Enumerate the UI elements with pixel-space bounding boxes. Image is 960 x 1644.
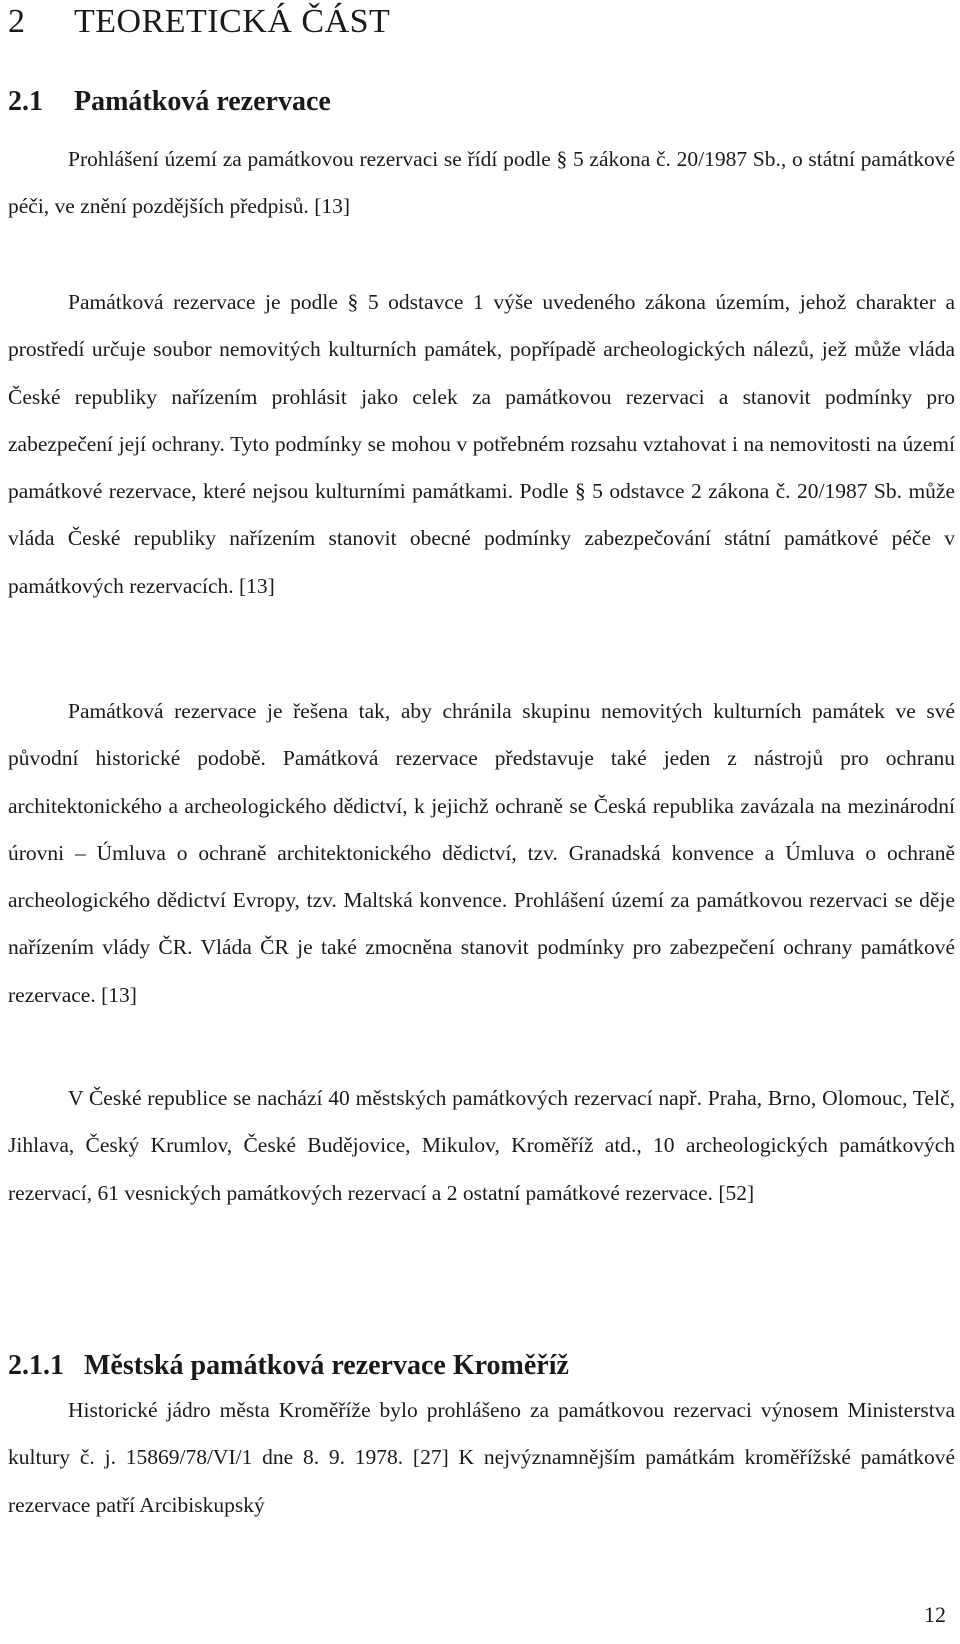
subsection-title: Městská památková rezervace Kroměříž: [84, 1350, 569, 1381]
paragraph-1-text: Prohlášení území za památkovou rezervaci se řídí podle § 5 zákona č. 20/1987 Sb., o státní památkové péči, ve znění pozdějších předpisů. [13]: [8, 147, 955, 219]
subsection-number: 2.1.1: [8, 1350, 64, 1381]
section-heading: [8, 82, 331, 122]
paragraph-3-text: Památková rezervace je řešena tak, aby chránila skupinu nemovitých kulturních památek ve své původní historické podobě. Památková rezervace představuje také jeden z nástrojů pro ochranu architektonického a archeologického dědictví, k jejichž ochraně se Česká republika zavázala na mezinárodní úrovni – Úmluva o ochraně architektonického dědictví, tzv. Granadská konvence a Úmluva o ochraně archeologického dědictví Evropy, tzv. Maltská konvence. Prohlášení území za památkovou rezervaci se děje nařízením vlády ČR. Vláda ČR je také zmocněna stanovit podmínky pro zabezpečení ochrany památkové rezervace. [13]: [8, 699, 955, 1007]
subsection-heading: [8, 1346, 569, 1386]
paragraph-3: [8, 688, 955, 1019]
chapter-number: 2: [8, 3, 26, 40]
paragraph-2: [8, 279, 955, 610]
paragraph-2-text: Památková rezervace je podle § 5 odstavce 1 výše uvedeného zákona územím, jehož charakter a prostředí určuje soubor nemovitých kulturních památek, popřípadě archeologických nálezů, jež může vláda České republiky nařízením prohlásit jako celek za památkovou rezervaci a stanovit podmínky pro zabezpečení její ochrany. Tyto podmínky se mohou v potřebném rozsahu vztahovat i na nemovitosti na území památkové rezervace, které nejsou kulturními památkami. Podle § 5 odstavce 2 zákona č. 20/1987 Sb. může vláda České republiky nařízením stanovit obecné podmínky zabezpečování státní památkové péče v památkových rezervacích. [13]: [8, 290, 955, 598]
paragraph-4-text: V České republice se nachází 40 městských památkových rezervací např. Praha, Brno, Olomouc, Telč, Jihlava, Český Krumlov, České Budějovice, Mikulov, Kroměříž atd., 10 archeologických památkových rezervací, 61 vesnických památkových rezervací a 2 ostatní památkové rezervace. [52]: [8, 1086, 955, 1205]
chapter-title: TEORETICKÁ ČÁST: [74, 3, 391, 40]
chapter-heading: [8, 0, 390, 44]
paragraph-5: [8, 1387, 955, 1529]
paragraph-1: [8, 136, 955, 231]
page-number: 12: [924, 1602, 946, 1627]
paragraph-5-text: Historické jádro města Kroměříže bylo prohlášeno za památkovou rezervaci výnosem Ministerstva kultury č. j. 15869/78/VI/1 dne 8. 9. 1978. [27] K nejvýznamnějším památkám kroměřížské památkové rezervace patří Arcibiskupský: [8, 1398, 955, 1517]
section-number: 2.1: [8, 86, 43, 117]
section-title: Památková rezervace: [74, 86, 331, 117]
paragraph-4: [8, 1075, 955, 1217]
